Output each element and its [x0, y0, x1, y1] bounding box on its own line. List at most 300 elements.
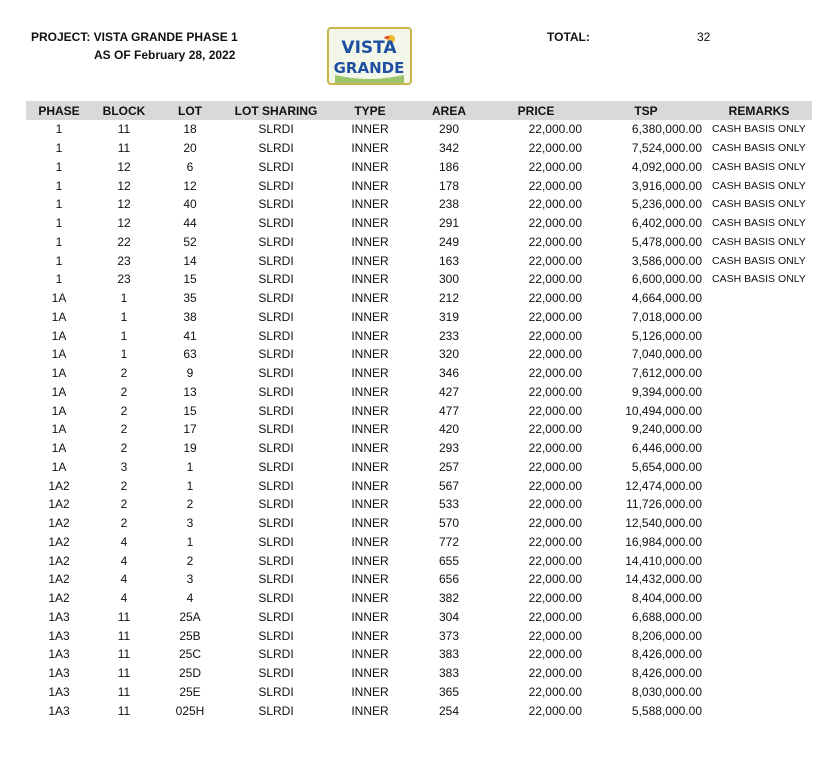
table-row — [26, 364, 812, 383]
cell-phase: 1A — [51, 309, 67, 324]
table-row — [26, 401, 812, 420]
cell-type: INNER — [351, 309, 389, 324]
cell-type: INNER — [351, 553, 389, 568]
cell-tsp: 5,588,000.00 — [631, 703, 702, 718]
cell-remarks — [706, 533, 812, 552]
cell-remarks: CASH BASIS ONLY — [712, 217, 806, 230]
cell-lot-sharing: SLRDI — [258, 572, 294, 587]
cell-price: 22,000.00 — [528, 628, 582, 643]
cell-area: 533 — [438, 497, 460, 512]
cell-price: 22,000.00 — [528, 384, 582, 399]
cell-block: 12 — [117, 178, 131, 193]
cell-block: 1 — [120, 328, 128, 343]
table-row — [26, 176, 812, 195]
cell-tsp: 8,426,000.00 — [631, 647, 702, 662]
cell-type: INNER — [351, 609, 389, 624]
cell-area: 373 — [438, 628, 460, 643]
cell-lot-sharing: SLRDI — [258, 328, 294, 343]
cell-lot: 52 — [183, 234, 197, 249]
cell-block: 2 — [120, 384, 128, 399]
cell-type: INNER — [351, 666, 389, 681]
cell-type: INNER — [351, 347, 389, 362]
cell-lot-sharing: SLRDI — [258, 197, 294, 212]
cell-phase: 1A2 — [48, 591, 70, 606]
table-row — [26, 120, 812, 139]
cell-lot: 9 — [186, 366, 194, 381]
cell-area: 212 — [438, 291, 460, 306]
cell-block: 23 — [117, 272, 131, 287]
column-header-lot-sharing: LOT SHARING — [224, 101, 328, 120]
cell-phase: 1 — [55, 141, 63, 156]
table-row — [26, 645, 812, 664]
cell-tsp: 6,600,000.00 — [631, 272, 702, 287]
table-row — [26, 476, 812, 495]
cell-price: 22,000.00 — [528, 216, 582, 231]
cell-block: 11 — [117, 609, 131, 624]
table-row — [26, 570, 812, 589]
cell-area: 477 — [438, 403, 460, 418]
cell-block: 2 — [120, 516, 128, 531]
cell-price: 22,000.00 — [528, 609, 582, 624]
cell-remarks — [706, 683, 812, 702]
cell-remarks — [706, 645, 812, 664]
column-header-block: BLOCK — [92, 101, 156, 120]
cell-area: 290 — [438, 122, 460, 137]
cell-area: 320 — [438, 347, 460, 362]
cell-price: 22,000.00 — [528, 647, 582, 662]
cell-phase: 1A — [51, 328, 67, 343]
cell-block: 11 — [117, 628, 131, 643]
cell-lot-sharing: SLRDI — [258, 309, 294, 324]
cell-lot: 1 — [186, 534, 194, 549]
cell-lot-sharing: SLRDI — [258, 178, 294, 193]
cell-phase: 1A2 — [48, 572, 70, 587]
cell-type: INNER — [351, 478, 389, 493]
cell-tsp: 6,446,000.00 — [631, 441, 702, 456]
cell-tsp: 9,240,000.00 — [631, 422, 702, 437]
cell-lot-sharing: SLRDI — [258, 497, 294, 512]
cell-tsp: 11,726,000.00 — [626, 497, 702, 512]
table-row — [26, 664, 812, 683]
table-row — [26, 326, 812, 345]
cell-lot: 25A — [179, 609, 201, 624]
cell-lot: 2 — [186, 497, 194, 512]
cell-remarks — [706, 458, 812, 477]
cell-area: 382 — [438, 591, 460, 606]
cell-block: 2 — [120, 366, 128, 381]
cell-area: 186 — [438, 159, 460, 174]
cell-area: 570 — [438, 516, 460, 531]
column-header-remarks: REMARKS — [706, 101, 812, 120]
cell-phase: 1A3 — [48, 647, 70, 662]
cell-price: 22,000.00 — [528, 684, 582, 699]
cell-type: INNER — [351, 534, 389, 549]
cell-area: 291 — [438, 216, 460, 231]
cell-phase: 1A — [51, 347, 67, 362]
cell-tsp: 7,018,000.00 — [631, 309, 702, 324]
cell-remarks — [706, 289, 812, 308]
table-row — [26, 158, 812, 177]
cell-area: 319 — [438, 309, 460, 324]
cell-lot-sharing: SLRDI — [258, 272, 294, 287]
cell-tsp: 12,540,000.00 — [625, 516, 702, 531]
cell-phase: 1A2 — [48, 497, 70, 512]
cell-type: INNER — [351, 328, 389, 343]
cell-lot: 1 — [186, 478, 194, 493]
cell-lot-sharing: SLRDI — [258, 122, 294, 137]
cell-area: 178 — [438, 178, 460, 193]
cell-lot: 35 — [183, 291, 197, 306]
cell-remarks — [706, 326, 812, 345]
table-row — [26, 608, 812, 627]
cell-lot: 40 — [183, 197, 197, 212]
cell-price: 22,000.00 — [528, 497, 582, 512]
cell-type: INNER — [351, 422, 389, 437]
cell-area: 257 — [438, 459, 460, 474]
cell-price: 22,000.00 — [528, 291, 582, 306]
cell-area: 293 — [438, 441, 460, 456]
cell-type: INNER — [351, 178, 389, 193]
cell-block: 11 — [117, 703, 131, 718]
cell-area: 365 — [438, 684, 460, 699]
cell-area: 656 — [438, 572, 460, 587]
cell-tsp: 14,410,000.00 — [625, 553, 702, 568]
cell-area: 304 — [438, 609, 460, 624]
cell-price: 22,000.00 — [528, 178, 582, 193]
cell-type: INNER — [351, 459, 389, 474]
cell-price: 22,000.00 — [528, 234, 582, 249]
report-date: AS OF February 28, 2022 — [94, 48, 236, 62]
cell-remarks — [706, 495, 812, 514]
cell-tsp: 8,426,000.00 — [631, 666, 702, 681]
cell-phase: 1A3 — [48, 703, 70, 718]
cell-block: 23 — [117, 253, 131, 268]
cell-price: 22,000.00 — [528, 666, 582, 681]
cell-tsp: 5,654,000.00 — [631, 459, 702, 474]
cell-remarks — [706, 551, 812, 570]
cell-lot: 4 — [186, 591, 194, 606]
cell-price: 22,000.00 — [528, 403, 582, 418]
cell-lot-sharing: SLRDI — [258, 216, 294, 231]
cell-area: 233 — [438, 328, 460, 343]
cell-remarks — [706, 570, 812, 589]
cell-phase: 1A — [51, 384, 67, 399]
cell-lot: 20 — [183, 141, 197, 156]
total-value: 32 — [697, 30, 711, 44]
cell-area: 346 — [438, 366, 460, 381]
cell-block: 1 — [120, 309, 128, 324]
cell-type: INNER — [351, 253, 389, 268]
cell-price: 22,000.00 — [528, 441, 582, 456]
cell-phase: 1A — [51, 366, 67, 381]
cell-price: 22,000.00 — [528, 572, 582, 587]
cell-phase: 1 — [55, 216, 63, 231]
cell-lot-sharing: SLRDI — [258, 666, 294, 681]
table-row — [26, 308, 812, 327]
cell-remarks — [706, 439, 812, 458]
cell-block: 4 — [120, 534, 128, 549]
cell-remarks — [706, 514, 812, 533]
cell-lot-sharing: SLRDI — [258, 647, 294, 662]
cell-lot-sharing: SLRDI — [258, 141, 294, 156]
cell-type: INNER — [351, 591, 389, 606]
column-header-lot: LOT — [156, 101, 224, 120]
cell-lot-sharing: SLRDI — [258, 591, 294, 606]
cell-area: 420 — [438, 422, 460, 437]
cell-type: INNER — [351, 684, 389, 699]
cell-tsp: 7,612,000.00 — [631, 366, 702, 381]
cell-remarks: CASH BASIS ONLY — [712, 179, 806, 192]
cell-area: 342 — [438, 141, 460, 156]
table-row — [26, 383, 812, 402]
cell-lot: 41 — [183, 328, 197, 343]
cell-tsp: 6,688,000.00 — [631, 609, 702, 624]
cell-area: 427 — [438, 384, 460, 399]
cell-lot-sharing: SLRDI — [258, 291, 294, 306]
column-header-tsp: TSP — [586, 101, 706, 120]
cell-price: 22,000.00 — [528, 553, 582, 568]
cell-lot: 25D — [178, 666, 201, 681]
cell-remarks: CASH BASIS ONLY — [712, 235, 806, 248]
cell-tsp: 5,236,000.00 — [631, 197, 702, 212]
cell-tsp: 3,916,000.00 — [631, 178, 702, 193]
cell-lot-sharing: SLRDI — [258, 703, 294, 718]
cell-price: 22,000.00 — [528, 197, 582, 212]
column-header-type: TYPE — [328, 101, 412, 120]
cell-lot-sharing: SLRDI — [258, 534, 294, 549]
cell-lot: 17 — [183, 422, 197, 437]
cell-type: INNER — [351, 628, 389, 643]
cell-price: 22,000.00 — [528, 459, 582, 474]
table-row — [26, 626, 812, 645]
cell-price: 22,000.00 — [528, 516, 582, 531]
cell-phase: 1 — [55, 197, 63, 212]
cell-block: 2 — [120, 478, 128, 493]
cell-price: 22,000.00 — [528, 347, 582, 362]
cell-tsp: 4,092,000.00 — [631, 159, 702, 174]
cell-remarks — [706, 608, 812, 627]
cell-tsp: 8,206,000.00 — [631, 628, 702, 643]
cell-lot-sharing: SLRDI — [258, 422, 294, 437]
cell-block: 2 — [120, 441, 128, 456]
cell-area: 254 — [438, 703, 460, 718]
table-row — [26, 139, 812, 158]
cell-price: 22,000.00 — [528, 122, 582, 137]
cell-price: 22,000.00 — [528, 272, 582, 287]
logo-line-1: VISTA — [341, 38, 397, 58]
cell-phase: 1 — [55, 122, 63, 137]
cell-type: INNER — [351, 403, 389, 418]
table-row — [26, 589, 812, 608]
cell-price: 22,000.00 — [528, 422, 582, 437]
table-row — [26, 270, 812, 289]
table-row — [26, 233, 812, 252]
cell-phase: 1A2 — [48, 534, 70, 549]
table-row — [26, 533, 812, 552]
cell-area: 163 — [438, 253, 460, 268]
cell-tsp: 3,586,000.00 — [631, 253, 702, 268]
cell-phase: 1A2 — [48, 478, 70, 493]
cell-remarks: CASH BASIS ONLY — [712, 254, 806, 267]
cell-tsp: 7,040,000.00 — [631, 347, 702, 362]
cell-lot: 025H — [175, 703, 205, 718]
table-header-row — [26, 101, 812, 120]
cell-block: 12 — [117, 197, 131, 212]
cell-phase: 1A3 — [48, 666, 70, 681]
cell-remarks — [706, 383, 812, 402]
cell-remarks — [706, 589, 812, 608]
cell-lot: 3 — [186, 516, 194, 531]
cell-phase: 1 — [55, 159, 63, 174]
cell-phase: 1A — [51, 403, 67, 418]
table-row — [26, 289, 812, 308]
cell-price: 22,000.00 — [528, 366, 582, 381]
cell-type: INNER — [351, 647, 389, 662]
cell-area: 567 — [438, 478, 460, 493]
cell-phase: 1 — [55, 253, 63, 268]
cell-phase: 1A — [51, 459, 67, 474]
cell-lot: 25B — [179, 628, 201, 643]
cell-type: INNER — [351, 197, 389, 212]
cell-type: INNER — [351, 384, 389, 399]
cell-block: 2 — [120, 403, 128, 418]
cell-phase: 1 — [55, 178, 63, 193]
cell-price: 22,000.00 — [528, 328, 582, 343]
cell-price: 22,000.00 — [528, 253, 582, 268]
cell-phase: 1A3 — [48, 628, 70, 643]
cell-block: 11 — [117, 647, 131, 662]
cell-type: INNER — [351, 272, 389, 287]
cell-block: 4 — [120, 572, 128, 587]
cell-remarks — [706, 401, 812, 420]
cell-lot: 18 — [183, 122, 197, 137]
cell-type: INNER — [351, 441, 389, 456]
cell-area: 383 — [438, 666, 460, 681]
table-row — [26, 251, 812, 270]
cell-price: 22,000.00 — [528, 309, 582, 324]
cell-lot-sharing: SLRDI — [258, 384, 294, 399]
column-header-phase: PHASE — [26, 101, 92, 120]
cell-type: INNER — [351, 234, 389, 249]
cell-remarks — [706, 664, 812, 683]
cell-tsp: 8,030,000.00 — [631, 684, 702, 699]
table-row — [26, 683, 812, 702]
cell-phase: 1 — [55, 234, 63, 249]
cell-block: 11 — [117, 141, 131, 156]
cell-price: 22,000.00 — [528, 534, 582, 549]
cell-block: 11 — [117, 684, 131, 699]
cell-remarks: CASH BASIS ONLY — [712, 142, 806, 155]
table-row — [26, 495, 812, 514]
table-row — [26, 195, 812, 214]
cell-type: INNER — [351, 572, 389, 587]
cell-lot-sharing: SLRDI — [258, 516, 294, 531]
cell-lot: 15 — [183, 403, 197, 418]
column-header-area: AREA — [412, 101, 486, 120]
cell-price: 22,000.00 — [528, 703, 582, 718]
cell-block: 2 — [120, 422, 128, 437]
cell-lot-sharing: SLRDI — [258, 478, 294, 493]
cell-block: 1 — [120, 347, 128, 362]
lots-table — [26, 101, 812, 720]
cell-block: 22 — [117, 234, 131, 249]
cell-lot-sharing: SLRDI — [258, 628, 294, 643]
cell-type: INNER — [351, 216, 389, 231]
cell-lot: 2 — [186, 553, 194, 568]
cell-price: 22,000.00 — [528, 478, 582, 493]
cell-lot: 13 — [183, 384, 197, 399]
cell-block: 11 — [117, 122, 131, 137]
cell-lot-sharing: SLRDI — [258, 553, 294, 568]
table-row — [26, 345, 812, 364]
cell-remarks: CASH BASIS ONLY — [712, 123, 806, 136]
cell-tsp: 10,494,000.00 — [625, 403, 702, 418]
cell-lot-sharing: SLRDI — [258, 459, 294, 474]
cell-lot-sharing: SLRDI — [258, 441, 294, 456]
cell-lot-sharing: SLRDI — [258, 609, 294, 624]
cell-type: INNER — [351, 366, 389, 381]
cell-lot-sharing: SLRDI — [258, 366, 294, 381]
cell-block: 3 — [120, 459, 128, 474]
cell-phase: 1A — [51, 441, 67, 456]
cell-phase: 1A — [51, 422, 67, 437]
cell-type: INNER — [351, 122, 389, 137]
cell-tsp: 7,524,000.00 — [631, 141, 702, 156]
cell-tsp: 4,664,000.00 — [631, 291, 702, 306]
cell-lot: 44 — [183, 216, 197, 231]
cell-remarks — [706, 345, 812, 364]
cell-lot-sharing: SLRDI — [258, 253, 294, 268]
cell-lot: 3 — [186, 572, 194, 587]
cell-phase: 1A3 — [48, 684, 70, 699]
cell-type: INNER — [351, 703, 389, 718]
cell-remarks: CASH BASIS ONLY — [712, 198, 806, 211]
cell-lot: 12 — [183, 178, 197, 193]
cell-tsp: 12,474,000.00 — [625, 478, 702, 493]
cell-lot-sharing: SLRDI — [258, 159, 294, 174]
table-row — [26, 420, 812, 439]
cell-remarks — [706, 476, 812, 495]
cell-block: 4 — [120, 553, 128, 568]
cell-block: 1 — [120, 291, 128, 306]
cell-remarks: CASH BASIS ONLY — [712, 160, 806, 173]
cell-lot-sharing: SLRDI — [258, 403, 294, 418]
table-row — [26, 701, 812, 720]
cell-block: 12 — [117, 216, 131, 231]
cell-remarks — [706, 701, 812, 720]
cell-lot: 25E — [179, 684, 201, 699]
cell-tsp: 9,394,000.00 — [631, 384, 702, 399]
total-label: TOTAL: — [547, 30, 590, 44]
cell-lot: 14 — [183, 253, 197, 268]
cell-tsp: 6,380,000.00 — [631, 122, 702, 137]
cell-lot-sharing: SLRDI — [258, 347, 294, 362]
cell-type: INNER — [351, 516, 389, 531]
cell-remarks — [706, 420, 812, 439]
cell-phase: 1 — [55, 272, 63, 287]
cell-remarks: CASH BASIS ONLY — [712, 273, 806, 286]
cell-remarks — [706, 308, 812, 327]
cell-tsp: 6,402,000.00 — [631, 216, 702, 231]
cell-type: INNER — [351, 141, 389, 156]
cell-lot: 63 — [183, 347, 197, 362]
cell-phase: 1A3 — [48, 609, 70, 624]
table-row — [26, 214, 812, 233]
cell-block: 4 — [120, 591, 128, 606]
cell-remarks — [706, 626, 812, 645]
vista-grande-logo — [327, 27, 412, 85]
cell-type: INNER — [351, 159, 389, 174]
